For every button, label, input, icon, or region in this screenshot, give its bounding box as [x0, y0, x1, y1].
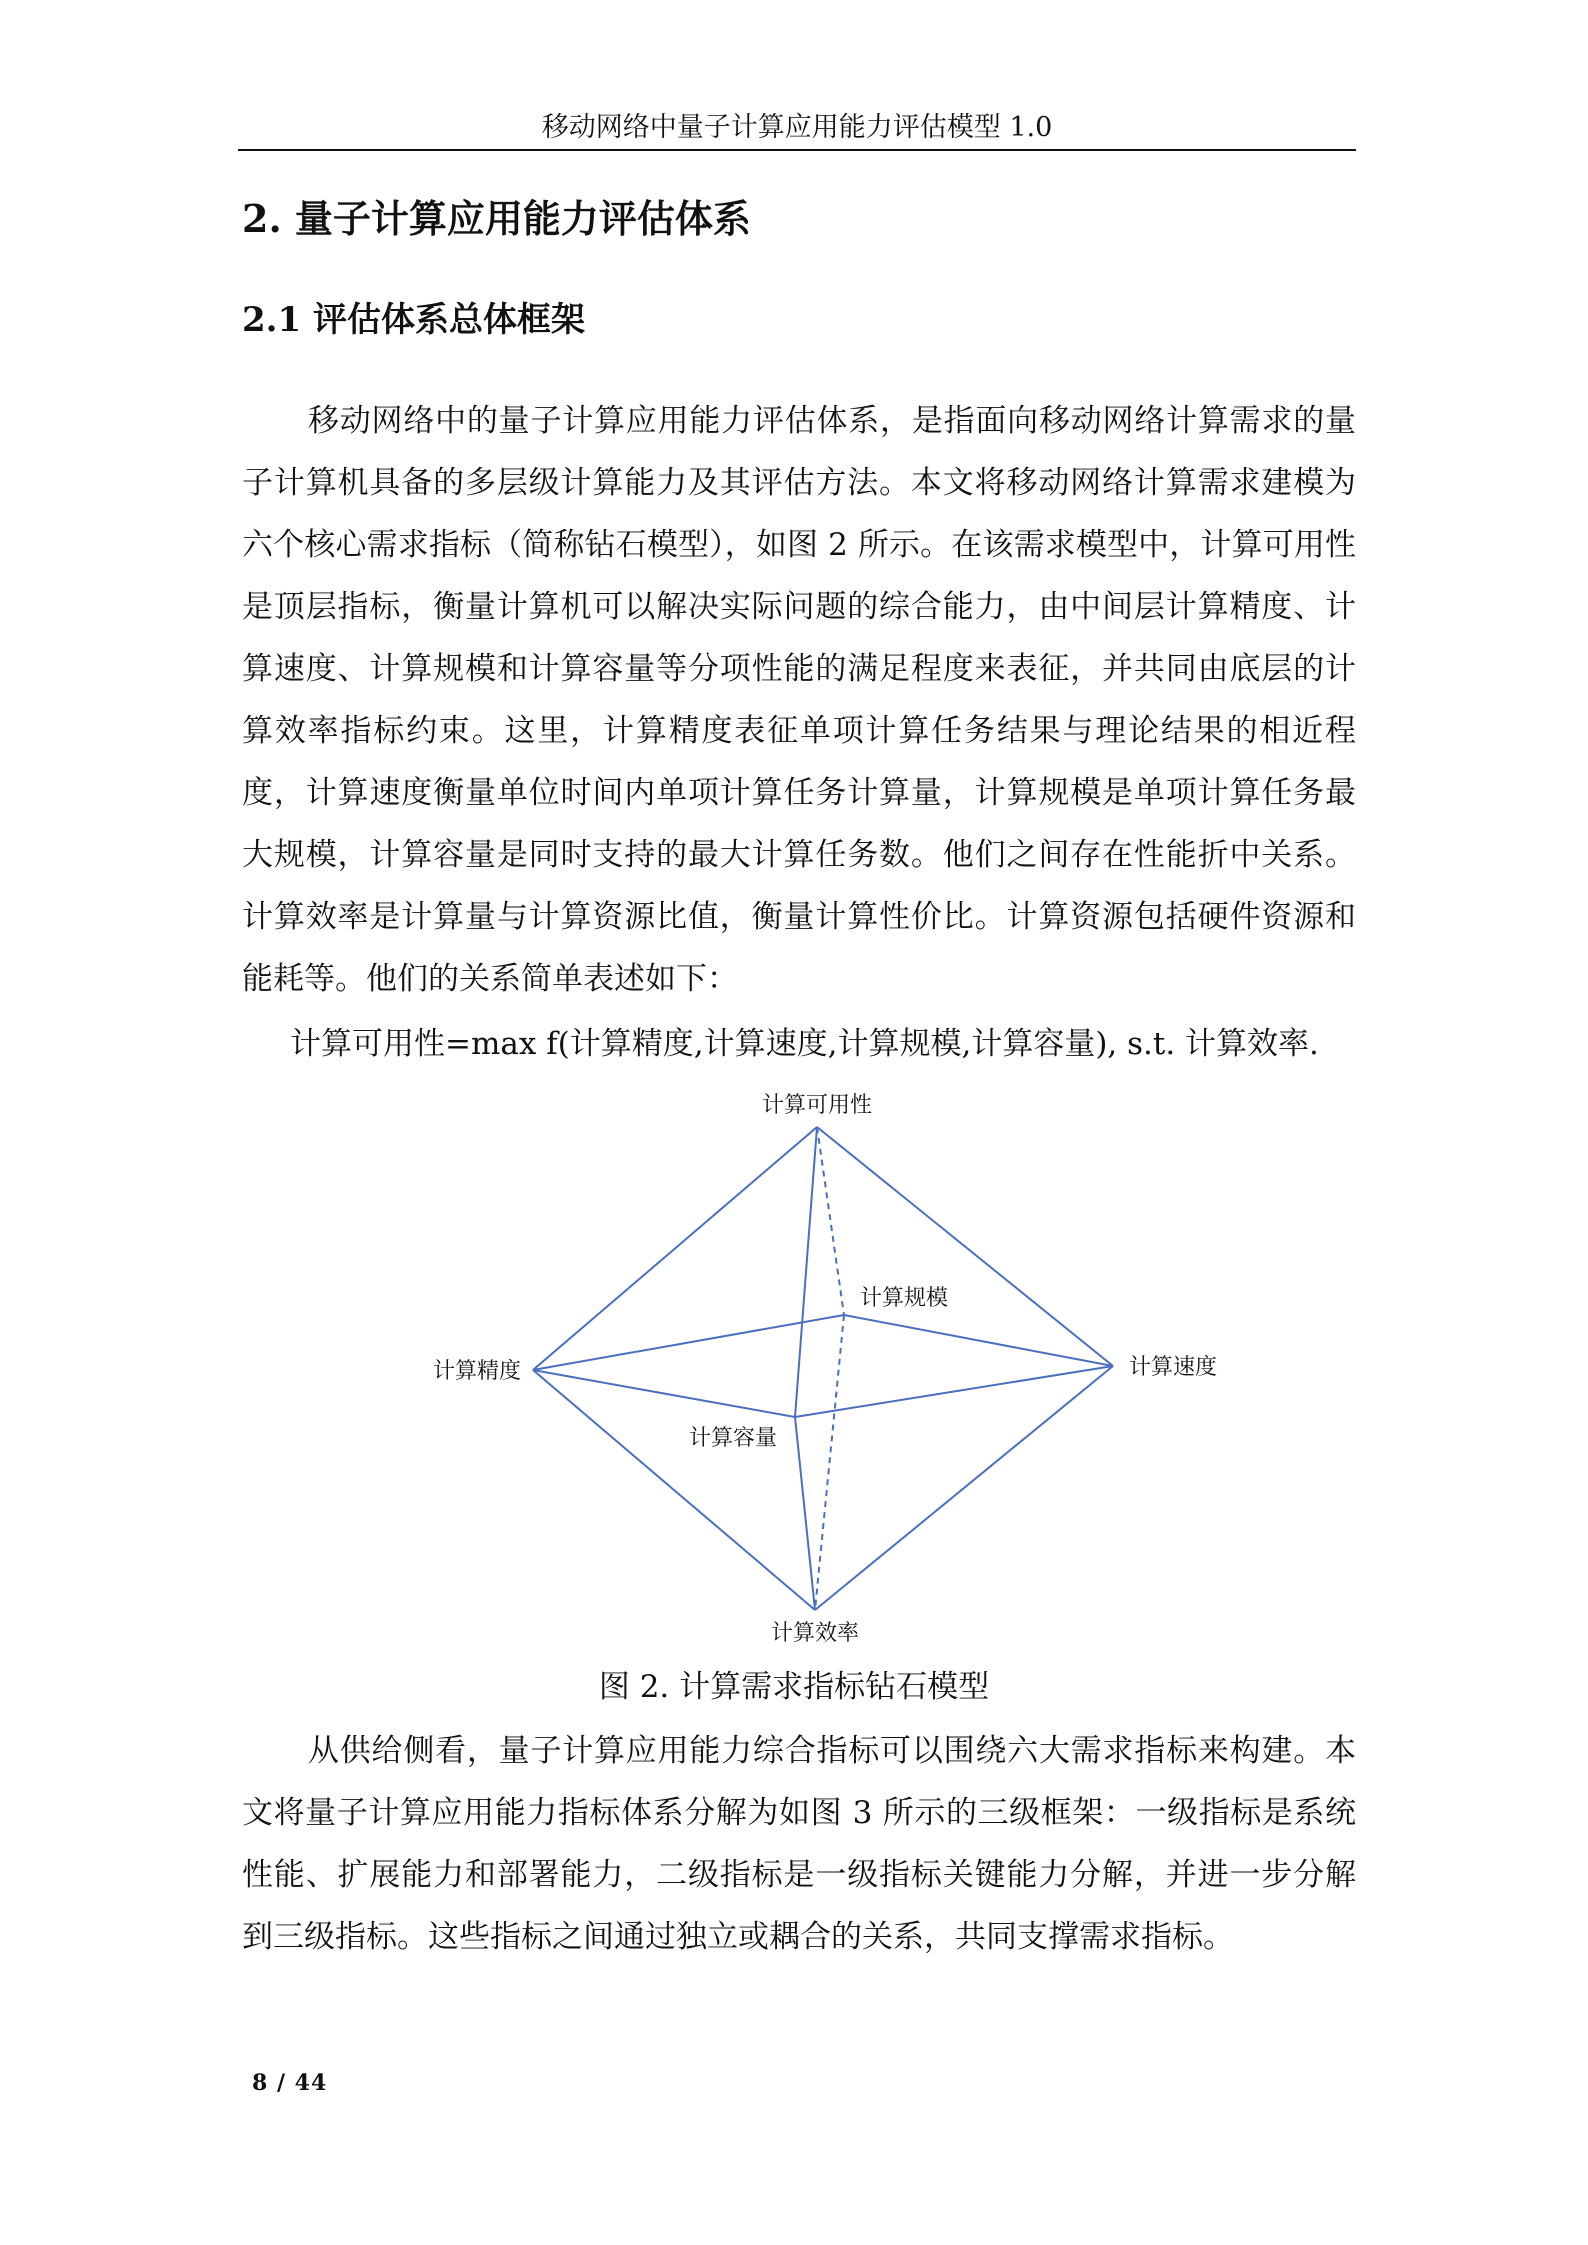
figure-caption: 图 2. 计算需求指标钻石模型	[598, 1669, 990, 1705]
node-label-bottom: 计算效率	[770, 1621, 860, 1646]
node-label-scale: 计算规模	[860, 1286, 949, 1311]
edge-left-capacity	[533, 1370, 795, 1417]
edge-scale-right	[844, 1315, 1113, 1366]
supply-paragraph: 从供给侧看，量子计算应用能力综合指标可以围绕六大需求指标来构建。本文将量子计算应用能力指标体系分解为如图 3 所示的三级框架：一级指标是系统性能、扩展能力和部署能力，二级指标是一级指标关键能力分解，并进一步分解到三级指标。这些指标之间通过独立或耦合的关系，共同支撑需求指标。	[242, 1733, 1356, 1955]
subsection-heading: 2.1 评估体系总体框架	[242, 300, 585, 340]
edge-capacity-right	[795, 1366, 1113, 1417]
intro-paragraph: 移动网络中的量子计算应用能力评估体系，是指面向移动网络计算需求的量子计算机具备的多层级计算能力及其评估方法。本文将移动网络计算需求建模为六个核心需求指标（简称钻石模型），如图 2 所示。在该需求模型中，计算可用性是顶层指标，衡量计算机可以解决实际问题的综合能力，由中间层计算精度、计算速度、计算规模和计算容量等分项性能的满足程度来表征，并共同由底层的计算效率指标约束。这里，计算精度表征单项计算任务结果与理论结果的相近程度，计算速度衡量单位时间内单项计算任务计算量，计算规模是单项计算任务最大规模，计算容量是同时支持的最大计算任务数。他们之间存在性能折中关系。计算效率是计算量与计算资源比值，衡量计算性价比。计算资源包括硬件资源和能耗等。他们的关系简单表述如下：	[242, 403, 1356, 997]
edge-left-scale	[533, 1315, 844, 1370]
edge-top-capacity	[795, 1127, 817, 1417]
node-label-left: 计算精度	[432, 1359, 521, 1384]
diamond-model-figure	[400, 1080, 1240, 1660]
node-label-top: 计算可用性	[761, 1093, 873, 1118]
edge-top-scale-hidden	[817, 1127, 844, 1315]
node-label-right: 计算速度	[1129, 1355, 1218, 1380]
edge-capacity-bottom	[795, 1417, 815, 1610]
edge-left-bottom	[533, 1370, 815, 1610]
page-number: 8 / 44	[252, 2070, 328, 2096]
edge-scale-bottom-hidden	[815, 1315, 844, 1610]
edge-top-right	[817, 1127, 1113, 1366]
running-header: 移动网络中量子计算应用能力评估模型 1.0	[541, 112, 1053, 143]
formula-line: 计算可用性=max f(计算精度,计算速度,计算规模,计算容量), s.t. 计算效率.	[290, 1026, 1319, 1062]
edge-right-bottom	[815, 1366, 1113, 1610]
diamond-diagram	[400, 1080, 1240, 1660]
header-divider	[238, 149, 1356, 151]
node-label-capacity: 计算容量	[688, 1426, 778, 1451]
section-heading: 2. 量子计算应用能力评估体系	[242, 196, 751, 241]
edge-top-left	[533, 1127, 817, 1370]
